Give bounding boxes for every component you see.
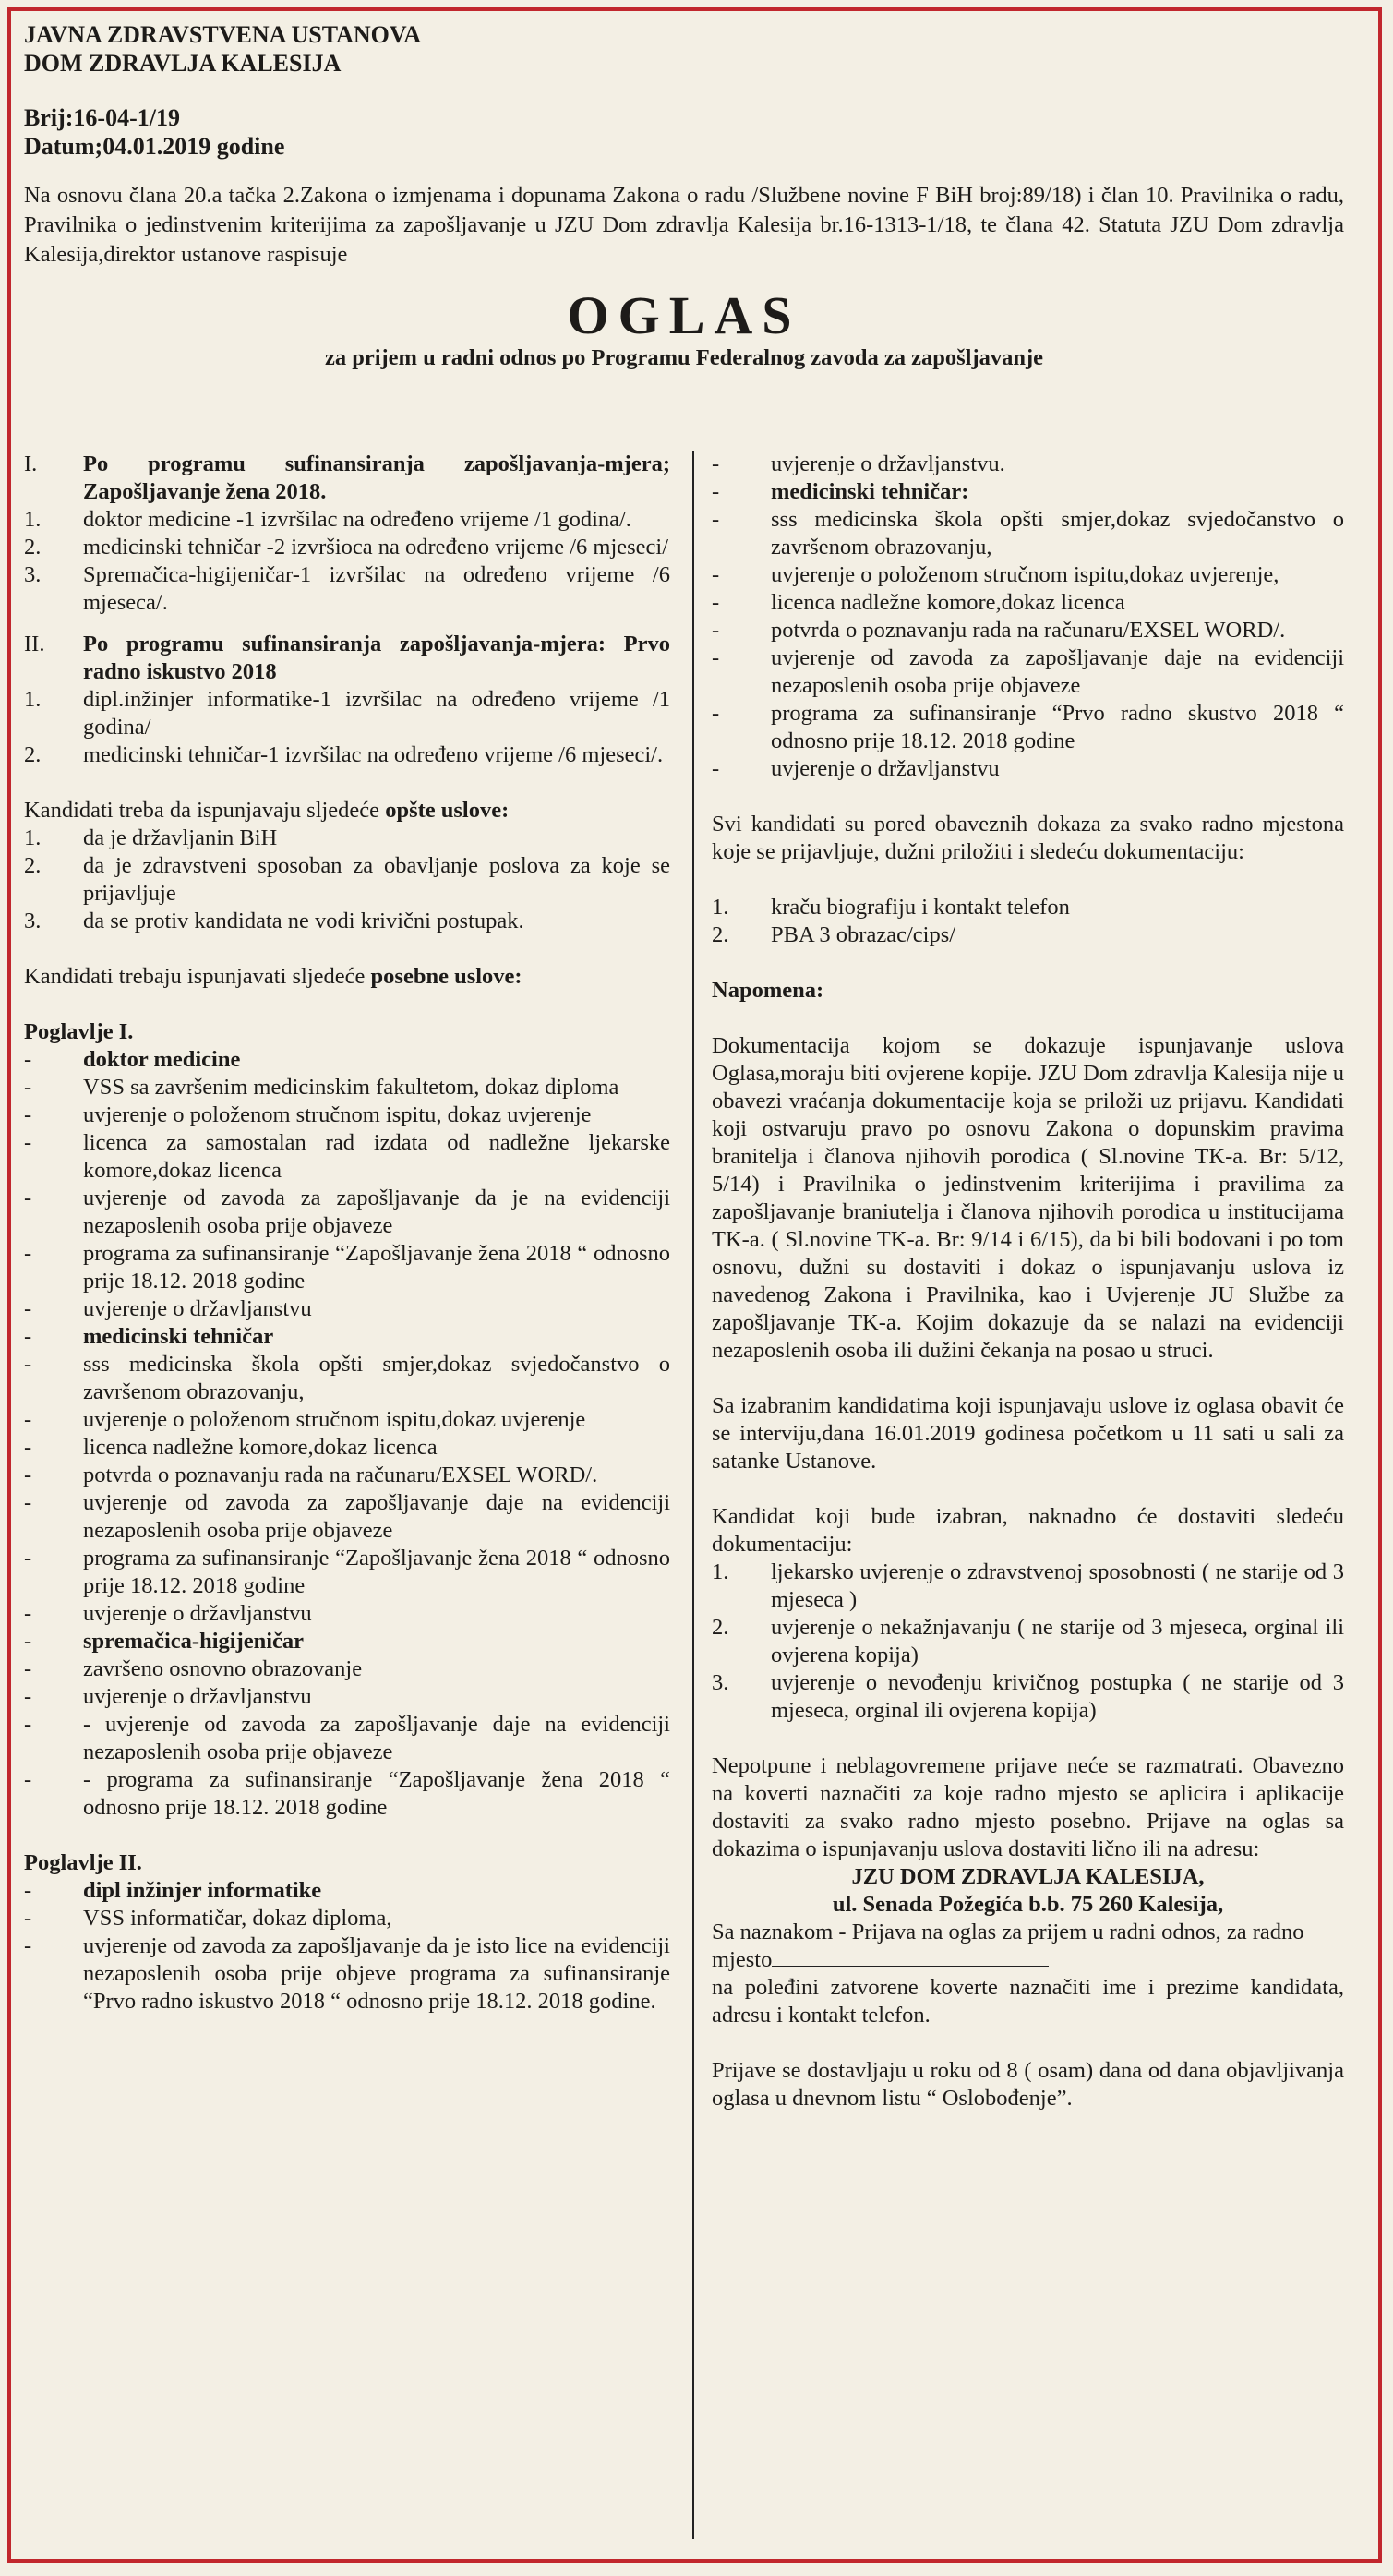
- list-item: [712, 451, 1344, 478]
- list-item-text: PBA 3 obrazac/cips/: [771, 922, 956, 947]
- list-item: [24, 1046, 670, 1074]
- list-marker: -: [24, 1767, 32, 1792]
- list-item: [712, 921, 1344, 949]
- list-marker: -: [712, 451, 720, 476]
- list-marker: -: [24, 1324, 32, 1349]
- list-marker: -: [24, 1601, 32, 1626]
- address-line-2: ul. Senada Požegića b.b. 75 260 Kalesija,: [832, 1892, 1224, 1917]
- list-item-text: uvjerenje o državljanstvu: [83, 1601, 312, 1626]
- list-marker: 1.: [24, 825, 42, 850]
- list-item-text: kraču biografiju i kontakt telefon: [771, 895, 1070, 920]
- list-marker: 2.: [24, 535, 42, 560]
- list-item: [712, 1559, 1344, 1614]
- list-item-text: uvjerenje od zavoda za zapošljavanje da je na evidenciji nezaposlenih osoba prije objaveze: [83, 1186, 670, 1238]
- list-marker: -: [24, 1075, 32, 1100]
- list-item: [712, 506, 1344, 561]
- list-item: [24, 1628, 670, 1655]
- list-marker: 1.: [24, 507, 42, 532]
- list-item-text: uvjerenje o položenom stručnom ispitu,dokaz uvjerenje,: [771, 562, 1279, 587]
- list-item-text: programa za sufinansiranje “Prvo radno skustvo 2018 “ odnosno prije 18.12. 2018 godine: [771, 701, 1344, 753]
- general-conditions-list: [24, 825, 670, 935]
- list-marker: -: [712, 590, 720, 615]
- list-marker: -: [712, 479, 720, 504]
- list-item: [24, 1295, 670, 1323]
- list-item: [24, 1240, 670, 1295]
- mark-paragraph: Sa naznakom - Prijava na oglas za prijem u radni odnos, za radno mjesto: [712, 1920, 1304, 1972]
- list-item-text: medicinski tehničar -2 izvršioca na određeno vrijeme /6 mjeseci/: [83, 535, 669, 560]
- documents-list: [712, 894, 1344, 949]
- list-item: [24, 741, 670, 769]
- list-marker: -: [712, 701, 720, 726]
- list-marker: -: [24, 1241, 32, 1266]
- left-column: [24, 451, 670, 2016]
- list-marker: -: [24, 1463, 32, 1487]
- document-date: Datum;04.01.2019 godine: [24, 133, 285, 160]
- list-marker: -: [24, 1435, 32, 1460]
- org-name-2: DOM ZDRAVLJA KALESIJA: [24, 50, 342, 77]
- list-item-text: - uvjerenje od zavoda za zapošljavanje daje na evidenciji nezaposlenih osoba prije objaveze: [83, 1712, 670, 1764]
- list-marker: 3.: [24, 909, 42, 933]
- list-item: [24, 1600, 670, 1628]
- incomplete-applications-paragraph: Nepotpune i neblagovremene prijave neće se razmatrati. Obavezno na koverti naznačiti za koje radno mjesto se aplicira i aplikacije dostaviti za svako radno mjesto posebno. Prijave na oglas sa dokazima o ispunjavanju uslova dostaviti lično ili na adresu:: [712, 1753, 1344, 1861]
- list-item-text: uvjerenje od zavoda za zapošljavanje daje na evidenciji nezaposlenih osoba prije objaveze: [83, 1490, 670, 1543]
- chapter-2-heading: Poglavlje II.: [24, 1850, 142, 1875]
- list-item: [712, 478, 1344, 506]
- list-item-text: potvrda o poznavanju rada na računaru/EXSEL WORD/.: [771, 618, 1286, 643]
- section-2-heading: II. Po programu sufinansiranja zapošljavanja-mjera: Prvo radno iskustvo 2018: [24, 632, 670, 684]
- list-item: [24, 1877, 670, 1905]
- list-item: [24, 561, 670, 617]
- list-item-text: uvjerenje o položenom stručnom ispitu, dokaz uvjerenje: [83, 1102, 592, 1127]
- list-item: [712, 617, 1344, 644]
- list-item: [712, 1614, 1344, 1669]
- chapter-1-heading: Poglavlje I.: [24, 1019, 134, 1044]
- section-2-list: [24, 686, 670, 769]
- document-header: [24, 20, 1344, 371]
- list-item: [24, 1323, 670, 1351]
- list-item: [24, 1766, 670, 1822]
- list-marker: 3.: [712, 1670, 729, 1695]
- list-item: [24, 1185, 670, 1240]
- list-marker: -: [24, 1906, 32, 1931]
- list-marker: -: [24, 1629, 32, 1654]
- right-column: [712, 451, 1344, 2113]
- list-item-text: uvjerenje o nevođenju krivičnog postupka ( ne starije od 3 mjeseca, orginal ili ovjerena kopija): [771, 1670, 1344, 1723]
- list-marker: -: [24, 1352, 32, 1377]
- list-marker: -: [712, 756, 720, 781]
- note-paragraph: Dokumentacija kojom se dokazuje ispunjavanje uslova Oglasa,moraju biti ovjerene kopije. JZU Dom zdravlja Kalesija nije u obavezi vraćanja dokumentacije koja se priloži uz prijavu. Kandidati koji ostvaruju pravo po osnovu Zakona o dopunskim pravima branitelja i članova njihovih porodica ( Sl.novine TK-a. Br: 5/12, 5/14) i Pravilnika o jedinstvenim kriterijima i pravilima za zapošljavanje braniutelja i članova njihovih porodica u institucijama TK-a. ( Sl.novine TK-a. Br: 9/14 i 6/15), da bi bili bodovani i po tom osnovu, dužni su dostaviti i dokaz o ispunjavanju uslova iz navedenog Zakona i Pravilnika, kao i Uvjerenje JU Službe za zapošljavanje TK-a. Kojim dokazuje da se nalazi na evidenciji nezaposlenih osoba ili dužini čekanja na posao u struci.: [712, 1033, 1344, 1363]
- list-marker: -: [24, 1712, 32, 1737]
- list-item-text: doktor medicine: [83, 1047, 241, 1072]
- list-marker: -: [24, 1047, 32, 1072]
- list-item: [24, 1489, 670, 1545]
- list-item: [24, 1434, 670, 1462]
- list-marker: -: [24, 1546, 32, 1571]
- list-item: [24, 506, 670, 534]
- list-item-text: uvjerenje o državljanstvu.: [771, 451, 1005, 476]
- list-marker: -: [24, 1656, 32, 1681]
- list-item: [24, 1905, 670, 1932]
- address-line-1: JZU DOM ZDRAVLJA KALESIJA,: [851, 1864, 1205, 1889]
- list-item-text: uvjerenje o državljanstvu: [83, 1684, 312, 1709]
- list-marker: -: [24, 1130, 32, 1155]
- list-marker: -: [24, 1933, 32, 1958]
- list-item: [24, 1932, 670, 2016]
- list-item: [24, 1101, 670, 1129]
- list-item: [24, 1462, 670, 1489]
- list-item: [712, 894, 1344, 921]
- list-item-text: medicinski tehničar-1 izvršilac na određeno vrijeme /6 mjeseci/.: [83, 742, 664, 767]
- list-item-text: uvjerenje o državljanstvu: [83, 1296, 312, 1321]
- list-item: [24, 1074, 670, 1101]
- chapter-1-list: [24, 1046, 670, 1822]
- list-item-text: licenca za samostalan rad izdata od nadležne ljekarske komore,dokaz licenca: [83, 1130, 670, 1183]
- list-item-text: - programa za sufinansiranje “Zapošljavanje žena 2018 “ odnosno prije 18.12. 2018 godine: [83, 1767, 670, 1820]
- page-title: OGLAS: [567, 285, 801, 345]
- list-item-text: da se protiv kandidata ne vodi krivični postupak.: [83, 909, 524, 933]
- list-item: [712, 755, 1344, 783]
- selected-candidate-paragraph: Kandidat koji bude izabran, naknadno će dostaviti sledeću dokumentaciju:: [712, 1504, 1344, 1557]
- job-position-blank: [772, 1947, 1049, 1967]
- list-marker: 3.: [24, 562, 42, 587]
- list-item-text: završeno osnovno obrazovanje: [83, 1656, 363, 1681]
- list-item: [712, 561, 1344, 589]
- list-item: [24, 1683, 670, 1711]
- list-item: [24, 1711, 670, 1766]
- list-marker: 2.: [712, 1615, 729, 1640]
- list-item: [24, 686, 670, 741]
- reference-number: Brij:16-04-1/19: [24, 104, 180, 131]
- list-item: [24, 825, 670, 852]
- list-item: [712, 644, 1344, 700]
- list-marker: 1.: [712, 895, 729, 920]
- list-item-text: uvjerenje o državljanstvu: [771, 756, 1000, 781]
- list-marker: -: [712, 562, 720, 587]
- section-1-heading: I. Po programu sufinansiranja zapošljavanja-mjera; Zapošljavanje žena 2018.: [24, 451, 670, 504]
- list-item-text: uvjerenje o nekažnjavanju ( ne starije od 3 mjeseca, orginal ili ovjerena kopija): [771, 1615, 1344, 1667]
- org-name-1: JAVNA ZDRAVSTVENA USTANOVA: [24, 21, 422, 48]
- list-item: [24, 534, 670, 561]
- intro-paragraph: Na osnovu člana 20.a tačka 2.Zakona o izmjenama i dopunama Zakona o radu /Službene novine F BiH broj:89/18) i član 10. Pravilnika o radu, Pravilnika o jedinstvenim kriterijima za zapošljavanje u JZU Dom zdravlja Kalesija br.16-1313-1/18, te člana 42. Statuta JZU Dom zdravlja Kalesija,direktor ustanove raspisuje: [24, 183, 1344, 267]
- envelope-back-paragraph: na poleđini zatvorene koverte naznačiti ime i prezime kandidata, adresu i kontakt telefon.: [712, 1975, 1344, 2028]
- special-conditions-intro: Kandidati trebaju ispunjavati sljedeće posebne uslove:: [24, 964, 522, 989]
- list-item-text: ljekarsko uvjerenje o zdravstvenoj sposobnosti ( ne starije od 3 mjeseca ): [771, 1559, 1344, 1612]
- note-heading: Napomena:: [712, 978, 824, 1003]
- list-marker: -: [712, 618, 720, 643]
- list-item-text: programa za sufinansiranje “Zapošljavanje žena 2018 “ odnosno prije 18.12. 2018 godine: [83, 1546, 670, 1598]
- list-item-text: medicinski tehničar:: [771, 479, 969, 504]
- list-item-text: licenca nadležne komore,dokaz licenca: [771, 590, 1125, 615]
- list-item-text: medicinski tehničar: [83, 1324, 274, 1349]
- list-item: [712, 589, 1344, 617]
- column-divider: [692, 451, 694, 2539]
- list-item-text: dipl.inžinjer informatike-1 izvršilac na određeno vrijeme /1 godina/: [83, 687, 670, 740]
- list-marker: -: [712, 507, 720, 532]
- list-item: [712, 700, 1344, 755]
- list-marker: -: [24, 1684, 32, 1709]
- list-marker: -: [24, 1878, 32, 1903]
- list-item-text: sss medicinska škola opšti smjer,dokaz svjedočanstvo o završenom obrazovanju,: [771, 507, 1344, 560]
- list-item: [24, 1351, 670, 1406]
- list-item-text: spremačica-higijeničar: [83, 1629, 305, 1654]
- list-marker: -: [24, 1102, 32, 1127]
- chapter-2-list: [24, 1877, 670, 2016]
- list-marker: -: [24, 1490, 32, 1515]
- list-item-text: licenca nadležne komore,dokaz licenca: [83, 1435, 438, 1460]
- list-marker: 1.: [712, 1559, 729, 1584]
- list-item-text: dipl inžinjer informatike: [83, 1878, 322, 1903]
- list-item-text: VSS sa završenim medicinskim fakultetom, dokaz diploma: [83, 1075, 619, 1100]
- right-top-list: [712, 451, 1344, 783]
- selected-candidate-list: [712, 1559, 1344, 1725]
- interview-paragraph: Sa izabranim kandidatima koji ispunjavaju uslove iz oglasa obavit će se interviju,dana 16.01.2019 godinesa početkom u 11 sati u sali za satanke Ustanove.: [712, 1393, 1344, 1474]
- list-marker: -: [24, 1296, 32, 1321]
- section-1-list: [24, 506, 670, 617]
- list-item-text: sss medicinska škola opšti smjer,dokaz svjedočanstvo o završenom obrazovanju,: [83, 1352, 670, 1404]
- list-item-text: uvjerenje o položenom stručnom ispitu,dokaz uvjerenje: [83, 1407, 586, 1432]
- list-item-text: da je zdravstveni sposoban za obavljanje poslova za koje se prijavljuje: [83, 853, 670, 906]
- all-candidates-paragraph: Svi kandidati su pored obaveznih dokaza za svako radno mjestona koje se prijavljuje, dužni priložiti i sledeću dokumentaciju:: [712, 812, 1344, 864]
- list-item-text: uvjerenje od zavoda za zapošljavanje daje na evidenciji nezaposlenih osoba prije objaveze: [771, 645, 1344, 698]
- general-conditions-intro: Kandidati treba da ispunjavaju sljedeće opšte uslove:: [24, 798, 510, 823]
- list-item-text: da je državljanin BiH: [83, 825, 278, 850]
- list-item-text: uvjerenje od zavoda za zapošljavanje da je isto lice na evidenciji nezaposlenih osoba prije objeve programa za sufinansiranje “Prvo radno iskustvo 2018 “ odnosno prije 18.12. 2018 godine.: [83, 1933, 670, 2014]
- list-marker: 2.: [24, 853, 42, 878]
- page-subtitle: za prijem u radni odnos po Programu Federalnog zavoda za zapošljavanje: [324, 345, 1044, 370]
- list-marker: 2.: [24, 742, 42, 767]
- list-item-text: potvrda o poznavanju rada na računaru/EXSEL WORD/.: [83, 1463, 598, 1487]
- list-item: [24, 1545, 670, 1600]
- list-item-text: doktor medicine -1 izvršilac na određeno vrijeme /1 godina/.: [83, 507, 631, 532]
- list-item-text: VSS informatičar, dokaz diploma,: [83, 1906, 392, 1931]
- list-item: [24, 1655, 670, 1683]
- list-marker: 2.: [712, 922, 729, 947]
- list-item: [24, 1129, 670, 1185]
- list-marker: -: [712, 645, 720, 670]
- list-item: [712, 1669, 1344, 1725]
- deadline-paragraph: Prijave se dostavljaju u roku od 8 ( osam) dana od dana objavljivanja oglasa u dnevnom listu “ Oslobođenje”.: [712, 2058, 1344, 2111]
- list-marker: -: [24, 1186, 32, 1210]
- list-item-text: programa za sufinansiranje “Zapošljavanje žena 2018 “ odnosno prije 18.12. 2018 godine: [83, 1241, 670, 1294]
- list-item-text: Spremačica-higijeničar-1 izvršilac na određeno vrijeme /6 mjeseca/.: [83, 562, 670, 615]
- list-item: [24, 1406, 670, 1434]
- list-item: [24, 908, 670, 935]
- list-item: [24, 852, 670, 908]
- list-marker: 1.: [24, 687, 42, 712]
- list-marker: -: [24, 1407, 32, 1432]
